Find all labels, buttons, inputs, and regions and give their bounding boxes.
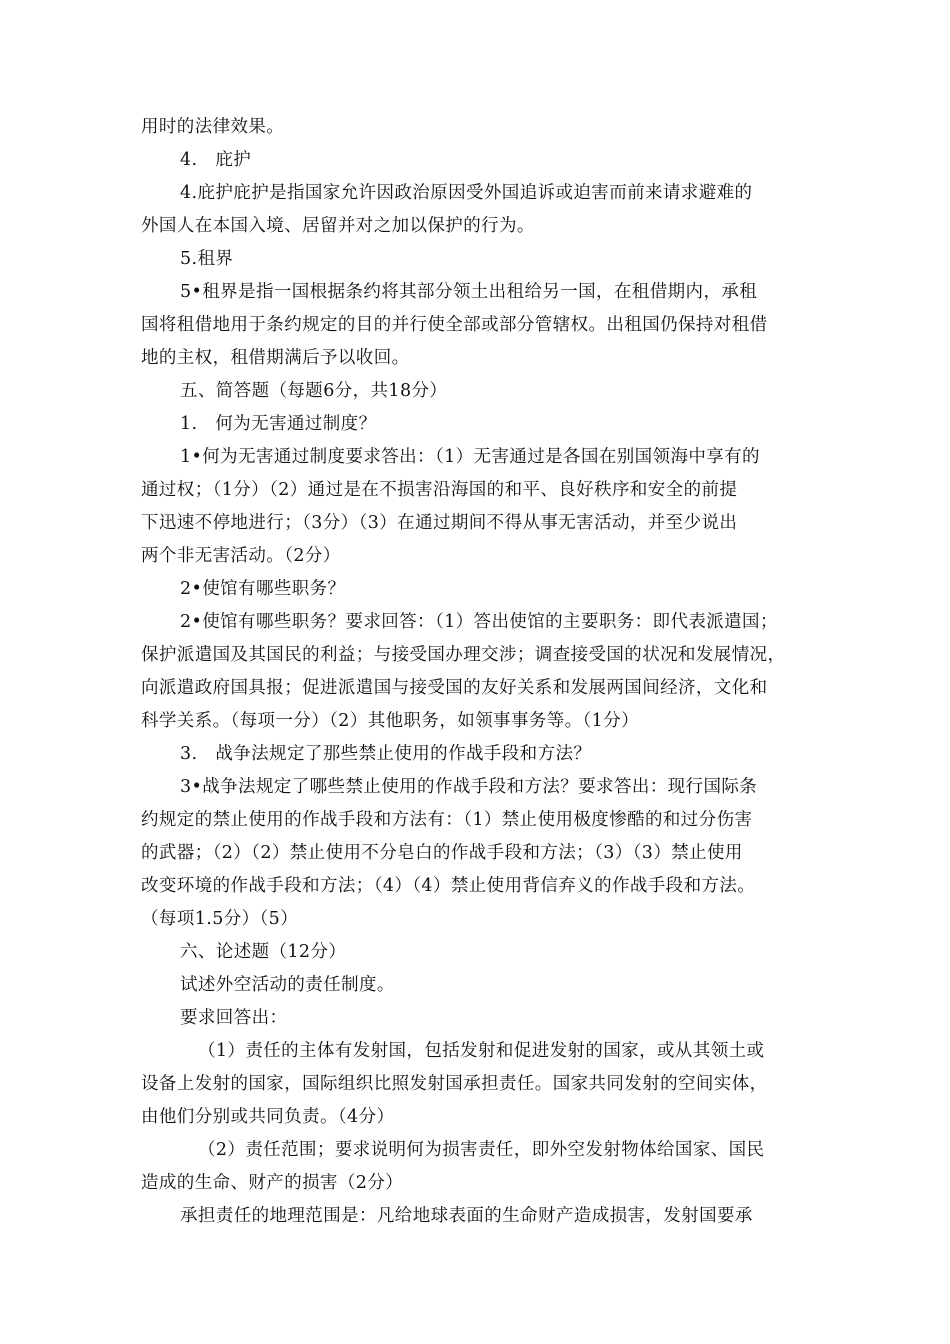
text-line: 由他们分别或共同负责。（4分） <box>141 1107 395 1127</box>
section-heading: 六、论述题（12分） <box>180 942 347 962</box>
text-line: （2）责任范围；要求说明何为损害责任，即外空发射物体给国家、国民 <box>198 1140 765 1160</box>
text-line: 承担责任的地理范围是：凡给地球表面的生命财产造成损害，发射国要承 <box>180 1206 753 1226</box>
text-line: 地的主权，租借期满后予以收回。 <box>141 348 410 368</box>
section-heading: 五、简答题（每题6分，共18分） <box>180 381 448 401</box>
text-line: （每项1.5分）（5） <box>141 909 299 929</box>
text-line: 科学关系。（每项一分）（2）其他职务，如领事事务等。（1分） <box>141 711 640 731</box>
text-line: 造成的生命、财产的损害（2分） <box>141 1173 404 1193</box>
text-line: 4.庇护庇护是指国家允许因政治原因受外国追诉或迫害而前来请求避难的 <box>180 183 753 203</box>
text-line: 约规定的禁止使用的作战手段和方法有：（1）禁止使用极度惨酷的和过分伤害 <box>141 810 753 830</box>
text-line: 下迅速不停地进行；（3分）（3）在通过期间不得从事无害活动，并至少说出 <box>141 513 738 533</box>
text-line: 两个非无害活动。（2分） <box>141 546 341 566</box>
item-heading: 5.租界 <box>180 249 234 269</box>
text-line: 通过权；（1分）（2）通过是在不损害沿海国的和平、良好秩序和安全的前提 <box>141 480 738 500</box>
question-heading: 3. 战争法规定了那些禁止使用的作战手段和方法？ <box>180 744 592 764</box>
text-line: 2•使馆有哪些职务？要求回答：（1）答出使馆的主要职务：即代表派遣国； <box>180 612 778 632</box>
text-line: 的武器；（2）（2）禁止使用不分皂白的作战手段和方法；（3）（3）禁止使用 <box>141 843 743 863</box>
text-line: （1）责任的主体有发射国，包括发射和促进发射的国家，或从其领土或 <box>198 1041 765 1061</box>
question-heading: 2•使馆有哪些职务？ <box>180 579 346 599</box>
text-line: 外国人在本国入境、居留并对之加以保护的行为。 <box>141 216 535 236</box>
text-line: 3•战争法规定了哪些禁止使用的作战手段和方法？要求答出：现行国际条 <box>180 777 758 797</box>
text-line: 改变环境的作战手段和方法；（4）（4）禁止使用背信弃义的作战手段和方法。 <box>141 876 756 896</box>
text-line: 保护派遣国及其国民的利益；与接受国办理交涉；调查接受国的状况和发展情况， <box>141 645 786 665</box>
text-line: 向派遣政府国具报；促进派遣国与接受国的友好关系和发展两国间经济，文化和 <box>141 678 768 698</box>
text-line: 试述外空活动的责任制度。 <box>180 975 395 995</box>
text-line: 1•何为无害通过制度要求答出：（1）无害通过是各国在别国领海中享有的 <box>180 447 760 467</box>
text-line: 要求回答出： <box>180 1008 288 1028</box>
text-line: 设备上发射的国家，国际组织比照发射国承担责任。国家共同发射的空间实体， <box>141 1074 768 1094</box>
text-line: 5•租界是指一国根据条约将其部分领土出租给另一国，在租借期内，承租 <box>180 282 758 302</box>
item-heading: 4. 庇护 <box>180 150 252 170</box>
text-line: 用时的法律效果。 <box>141 117 285 137</box>
text-line: 国将租借地用于条约规定的目的并行使全部或部分管辖权。出租国仍保持对租借 <box>141 315 768 335</box>
question-heading: 1. 何为无害通过制度？ <box>180 414 377 434</box>
